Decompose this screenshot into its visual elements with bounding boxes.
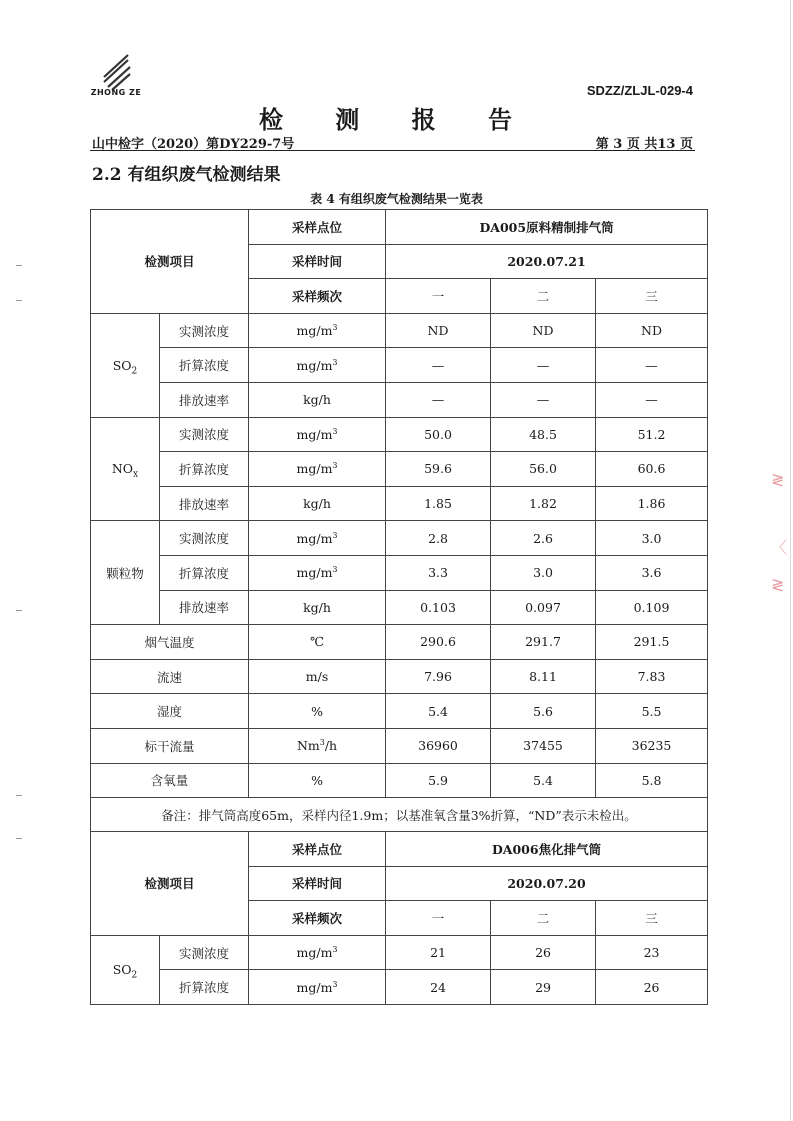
humidity-label: 湿度 bbox=[91, 694, 249, 729]
pm-label: 颗粒物 bbox=[91, 521, 160, 625]
cell: 5.6 bbox=[491, 694, 596, 729]
cell: 3.0 bbox=[491, 555, 596, 590]
rate-label: 排放速率 bbox=[160, 486, 249, 521]
cell: 26 bbox=[491, 935, 596, 970]
table-row bbox=[91, 798, 708, 832]
measured-label: 实测浓度 bbox=[160, 313, 249, 348]
cell: 59.6 bbox=[386, 452, 491, 487]
cell: — bbox=[491, 348, 596, 383]
freq-2: 二 bbox=[491, 279, 596, 314]
unit-kgh: kg/h bbox=[249, 590, 386, 625]
cell: 1.85 bbox=[386, 486, 491, 521]
unit-kgh: kg/h bbox=[249, 382, 386, 417]
cell: 3.6 bbox=[596, 555, 708, 590]
scan-mark bbox=[16, 300, 22, 301]
cell: 291.5 bbox=[596, 625, 708, 660]
converted-label: 折算浓度 bbox=[160, 970, 249, 1005]
freq-label: 采样频次 bbox=[249, 279, 386, 314]
cell: 1.86 bbox=[596, 486, 708, 521]
cell: ND bbox=[491, 313, 596, 348]
converted-label: 折算浓度 bbox=[160, 555, 249, 590]
flow-label: 流速 bbox=[91, 659, 249, 694]
unit-ms: m/s bbox=[249, 659, 386, 694]
unit-kgh: kg/h bbox=[249, 486, 386, 521]
scan-mark bbox=[16, 265, 22, 266]
unit-mg: $mg/m^3$ bbox=[249, 935, 386, 970]
emission-results-table bbox=[90, 209, 708, 1005]
cell: 8.11 bbox=[491, 659, 596, 694]
report-number: 山中检字（2020）第DY229-7号 bbox=[92, 137, 295, 152]
cell: — bbox=[491, 382, 596, 417]
cell: 50.0 bbox=[386, 417, 491, 452]
table-row bbox=[91, 935, 708, 970]
cell: 5.4 bbox=[491, 763, 596, 798]
cell: 2.8 bbox=[386, 521, 491, 556]
site-label: 采样点位 bbox=[249, 210, 386, 245]
freq-label: 采样频次 bbox=[249, 901, 386, 936]
table-row bbox=[91, 555, 708, 590]
table-row bbox=[91, 832, 708, 867]
site-value: DA006焦化排气筒 bbox=[386, 832, 708, 867]
page-info: 第 3 页 共13 页 bbox=[595, 137, 693, 152]
table-row bbox=[91, 625, 708, 660]
cell: 5.9 bbox=[386, 763, 491, 798]
flue-temp-label: 烟气温度 bbox=[91, 625, 249, 660]
table-row bbox=[91, 313, 708, 348]
rate-label: 排放速率 bbox=[160, 590, 249, 625]
section-title: 2.2 有组织废气检测结果 bbox=[92, 165, 281, 185]
cell: 290.6 bbox=[386, 625, 491, 660]
cell: 23 bbox=[596, 935, 708, 970]
table-row bbox=[91, 763, 708, 798]
cell: 7.96 bbox=[386, 659, 491, 694]
cell: ND bbox=[386, 313, 491, 348]
scan-mark bbox=[16, 795, 22, 796]
freq-1: 一 bbox=[386, 901, 491, 936]
site-value: DA005原料精制排气筒 bbox=[386, 210, 708, 245]
so2-label: $SO_2$ bbox=[91, 313, 160, 417]
dry-flow-label: 标干流量 bbox=[91, 728, 249, 763]
cell: 5.5 bbox=[596, 694, 708, 729]
table-row bbox=[91, 348, 708, 383]
cell: 0.109 bbox=[596, 590, 708, 625]
cell: — bbox=[596, 382, 708, 417]
date-value: 2020.07.21 bbox=[386, 244, 708, 279]
cell: 48.5 bbox=[491, 417, 596, 452]
scan-mark bbox=[16, 838, 22, 839]
freq-3: 三 bbox=[596, 279, 708, 314]
seal-fragment: 〈 bbox=[771, 538, 788, 557]
table-note: 备注：排气筒高度65m，采样内径1.9m；以基准氧含量3%折算，“ND”表示未检出。 bbox=[91, 798, 708, 832]
site-label: 采样点位 bbox=[249, 832, 386, 867]
table-row bbox=[91, 210, 708, 245]
freq-2: 二 bbox=[491, 901, 596, 936]
freq-1: 一 bbox=[386, 279, 491, 314]
cell: 5.4 bbox=[386, 694, 491, 729]
cell: 21 bbox=[386, 935, 491, 970]
cell: 26 bbox=[596, 970, 708, 1005]
unit-mg: $mg/m^3$ bbox=[249, 348, 386, 383]
freq-3: 三 bbox=[596, 901, 708, 936]
table-row bbox=[91, 486, 708, 521]
cell: 36235 bbox=[596, 728, 708, 763]
item-header: 检测项目 bbox=[91, 832, 249, 936]
cell: 1.82 bbox=[491, 486, 596, 521]
time-label: 采样时间 bbox=[249, 244, 386, 279]
cell: 60.6 bbox=[596, 452, 708, 487]
measured-label: 实测浓度 bbox=[160, 521, 249, 556]
scan-mark bbox=[16, 610, 22, 611]
cell: ND bbox=[596, 313, 708, 348]
table-row bbox=[91, 694, 708, 729]
cell: 3.3 bbox=[386, 555, 491, 590]
cell: 5.8 bbox=[596, 763, 708, 798]
seal-fragment: ≷ bbox=[771, 575, 785, 594]
unit-celsius: ℃ bbox=[249, 625, 386, 660]
converted-label: 折算浓度 bbox=[160, 348, 249, 383]
cell: 29 bbox=[491, 970, 596, 1005]
report-title: 检 测 报 告 bbox=[258, 105, 535, 134]
time-label: 采样时间 bbox=[249, 866, 386, 901]
so2-label: $SO_2$ bbox=[91, 935, 160, 1004]
unit-pct: % bbox=[249, 694, 386, 729]
cell: 51.2 bbox=[596, 417, 708, 452]
table-row bbox=[91, 970, 708, 1005]
table-row bbox=[91, 728, 708, 763]
unit-mg: $mg/m^3$ bbox=[249, 313, 386, 348]
unit-mg: $mg/m^3$ bbox=[249, 452, 386, 487]
cell: 36960 bbox=[386, 728, 491, 763]
table-row bbox=[91, 382, 708, 417]
oxygen-label: 含氧量 bbox=[91, 763, 249, 798]
cell: 24 bbox=[386, 970, 491, 1005]
date-value: 2020.07.20 bbox=[386, 866, 708, 901]
rate-label: 排放速率 bbox=[160, 382, 249, 417]
table-row bbox=[91, 521, 708, 556]
table-row bbox=[91, 452, 708, 487]
unit-mg: $mg/m^3$ bbox=[249, 970, 386, 1005]
converted-label: 折算浓度 bbox=[160, 452, 249, 487]
table-row bbox=[91, 659, 708, 694]
cell: 0.103 bbox=[386, 590, 491, 625]
unit-mg: $mg/m^3$ bbox=[249, 417, 386, 452]
unit-mg: $mg/m^3$ bbox=[249, 555, 386, 590]
cell: 7.83 bbox=[596, 659, 708, 694]
seal-fragment: ≷ bbox=[771, 470, 785, 489]
table-caption: 表 4 有组织废气检测结果一览表 bbox=[310, 192, 483, 206]
unit-nm3h: Nm$^3$/h bbox=[249, 728, 386, 763]
nox-label: $NO_x$ bbox=[91, 417, 160, 521]
table-row bbox=[91, 417, 708, 452]
cell: 2.6 bbox=[491, 521, 596, 556]
header-divider bbox=[90, 150, 695, 151]
cell: — bbox=[596, 348, 708, 383]
cell: 56.0 bbox=[491, 452, 596, 487]
table-row bbox=[91, 590, 708, 625]
cell: 291.7 bbox=[491, 625, 596, 660]
item-header: 检测项目 bbox=[91, 210, 249, 314]
cell: 0.097 bbox=[491, 590, 596, 625]
document-code: SDZZ/ZLJL-029-4 bbox=[586, 83, 693, 98]
measured-label: 实测浓度 bbox=[160, 417, 249, 452]
cell: — bbox=[386, 382, 491, 417]
logo-text: ZHONG ZE bbox=[90, 88, 142, 97]
cell: 37455 bbox=[491, 728, 596, 763]
cell: — bbox=[386, 348, 491, 383]
unit-pct: % bbox=[249, 763, 386, 798]
measured-label: 实测浓度 bbox=[160, 935, 249, 970]
unit-mg: $mg/m^3$ bbox=[249, 521, 386, 556]
page-edge bbox=[790, 0, 791, 1121]
cell: 3.0 bbox=[596, 521, 708, 556]
